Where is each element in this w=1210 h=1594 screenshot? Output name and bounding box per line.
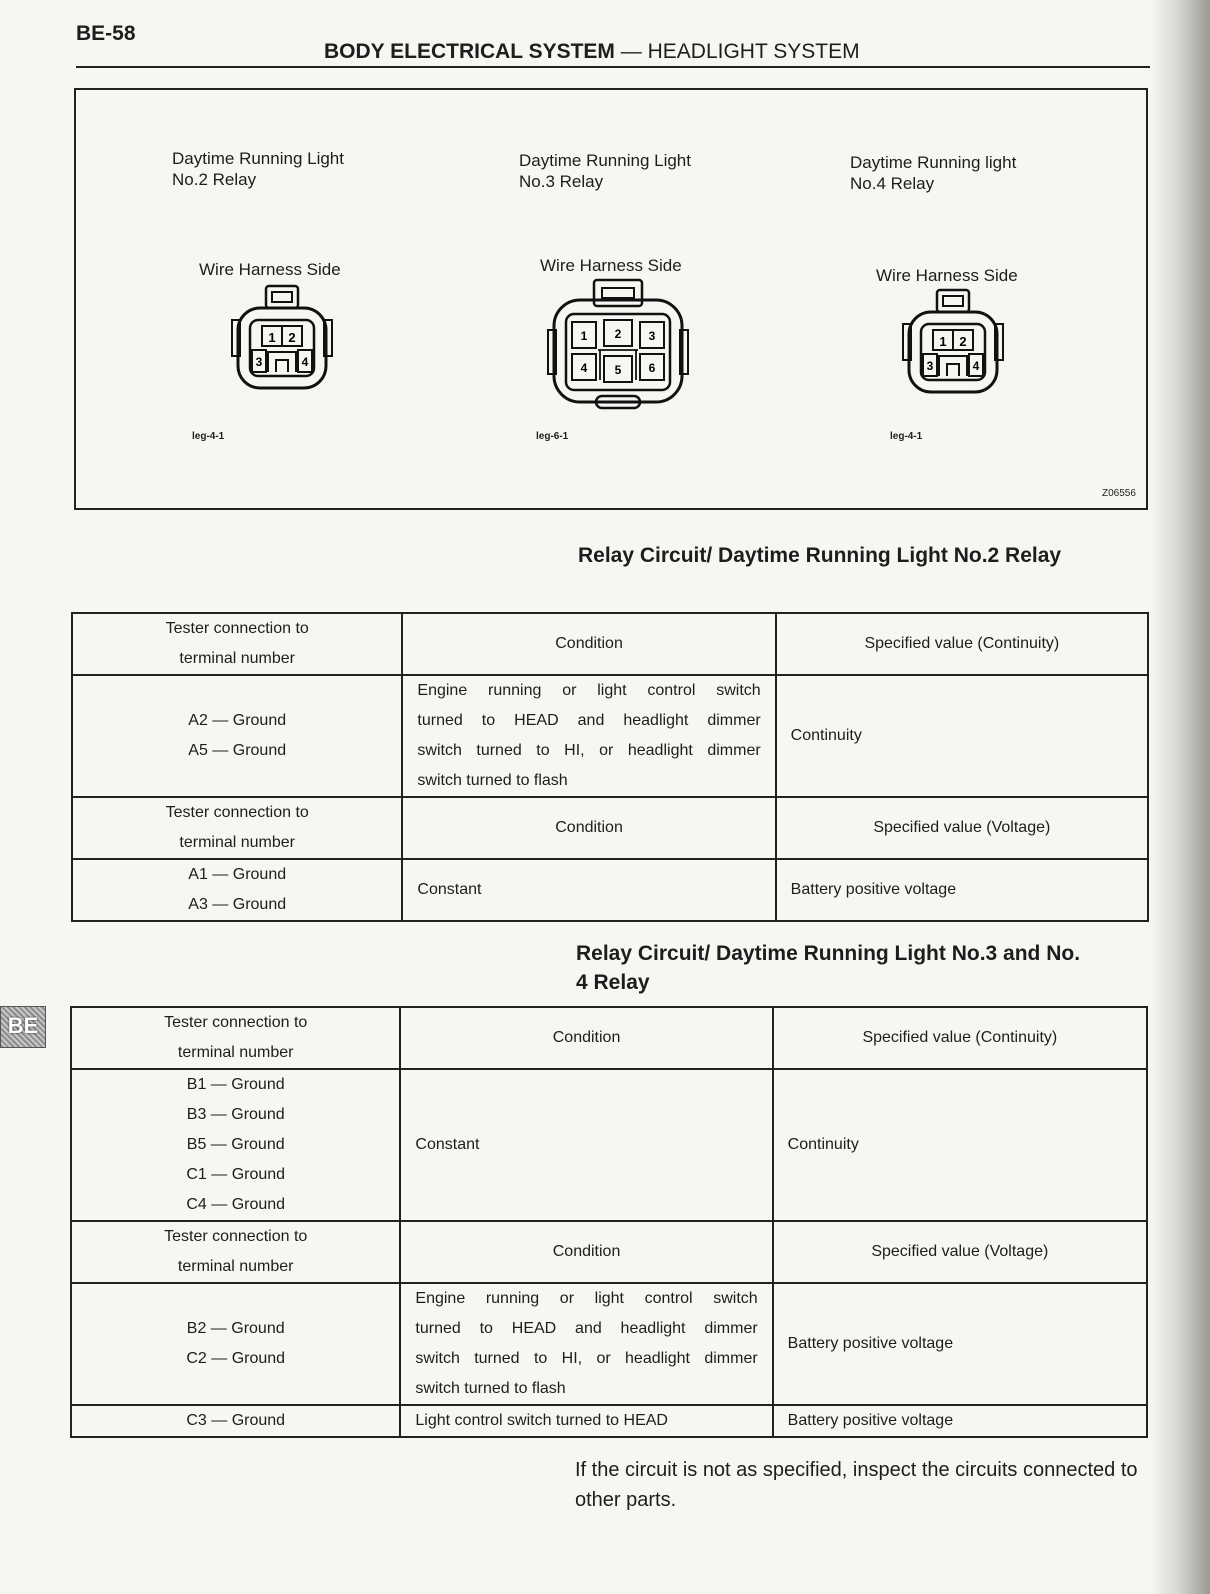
section2-title <box>576 939 1080 997</box>
terminal-cell <box>72 859 402 921</box>
terminal-pair: A1 — Ground <box>188 866 287 883</box>
terminal-pair: A5 — Ground <box>188 742 287 759</box>
section1-title: Relay Circuit/ Daytime Running Light No.2 Relay <box>578 544 1062 567</box>
page-header-title <box>324 40 860 64</box>
value-cell: Battery positive voltage <box>773 1283 1147 1405</box>
condition-line: turned to HEAD and headlight dimmer <box>415 1320 758 1337</box>
value-cell: Continuity <box>773 1069 1147 1221</box>
header-tester-connection <box>71 1221 400 1283</box>
relay-no3-pin-3: 3 <box>648 329 656 343</box>
section2-title-line: 4 Relay <box>576 971 650 994</box>
section2-title-line: Relay Circuit/ Daytime Running Light No.3 and No. <box>576 942 1081 965</box>
condition-cell <box>402 675 775 797</box>
terminal-pair: C1 — Ground <box>186 1166 286 1183</box>
condition-line: turned to HEAD and headlight dimmer <box>417 712 761 729</box>
header-label: terminal number <box>179 834 295 851</box>
relay-no3-pin-2: 2 <box>614 327 622 341</box>
terminal-cell: C3 — Ground <box>71 1405 400 1437</box>
terminal-pair: A3 — Ground <box>188 896 287 913</box>
header-condition: Condition <box>400 1007 772 1069</box>
terminal-pair: C2 — Ground <box>186 1350 286 1367</box>
header-tester-connection <box>72 797 402 859</box>
header-label: Tester connection to <box>165 620 309 637</box>
terminal-pair: B1 — Ground <box>186 1076 285 1093</box>
table-row <box>71 1069 1147 1221</box>
relay-no4-number: No.4 Relay <box>850 174 935 193</box>
relay-no2-connector-code: leg-4-1 <box>192 431 225 442</box>
subsection-name: — HEADLIGHT SYSTEM <box>614 40 860 63</box>
relay-no2-pin-3: 3 <box>255 355 263 369</box>
connector-figure <box>74 88 1148 510</box>
header-label: terminal number <box>177 1258 294 1275</box>
terminal-pair: A2 — Ground <box>188 712 287 729</box>
condition-cell <box>400 1283 772 1405</box>
condition-line: switch turned to flash <box>415 1380 566 1397</box>
terminal-cell <box>71 1069 400 1221</box>
table-row <box>71 1283 1147 1405</box>
relay-no4-title <box>850 152 1016 194</box>
header-specified-value: Specified value (Voltage) <box>776 797 1148 859</box>
footer-note: If the circuit is not as specified, inspect the circuits connected to other parts. <box>575 1459 1138 1511</box>
relay-no2-pin-1: 1 <box>268 330 276 345</box>
relay-no2-connector <box>232 286 332 396</box>
table-header-row <box>72 797 1148 859</box>
table-header-row <box>71 1221 1147 1283</box>
header-tester-connection <box>72 613 402 675</box>
relay-no2-spec-table <box>71 612 1149 922</box>
relay-no4-connector-code: leg-4-1 <box>890 431 923 442</box>
value-cell: Battery positive voltage <box>776 859 1148 921</box>
header-specified-value: Specified value (Continuity) <box>776 613 1148 675</box>
terminal-cell <box>71 1283 400 1405</box>
relay-no2-title <box>172 148 344 190</box>
relay-no3-connector <box>548 280 688 416</box>
header-label: terminal number <box>177 1044 294 1061</box>
header-label: Tester connection to <box>165 804 309 821</box>
header-condition: Condition <box>400 1221 772 1283</box>
relay-no4-pin-2: 2 <box>959 334 967 349</box>
terminal-pair: B5 — Ground <box>186 1136 285 1153</box>
table-header-row <box>71 1007 1147 1069</box>
section-name: BODY ELECTRICAL SYSTEM <box>324 40 615 63</box>
condition-line: switch turned to HI, or headlight dimmer <box>417 742 761 759</box>
terminal-cell <box>72 675 402 797</box>
section-side-tab: BE <box>0 1006 46 1048</box>
relay-no4-name: Daytime Running light <box>850 153 1017 172</box>
relay-no2-name: Daytime Running Light <box>172 149 344 168</box>
condition-cell: Light control switch turned to HEAD <box>400 1405 772 1437</box>
relay-no2-pin-2: 2 <box>288 330 296 345</box>
relay-no3-pin-4: 4 <box>580 361 588 375</box>
page-edge-shadow <box>1150 0 1210 1594</box>
relay-no3-pin-5: 5 <box>614 363 622 377</box>
relay-no2-number: No.2 Relay <box>172 170 257 189</box>
header-condition: Condition <box>402 797 775 859</box>
relay-no3-number: No.3 Relay <box>519 172 604 191</box>
condition-cell: Constant <box>402 859 775 921</box>
header-label: terminal number <box>179 650 295 667</box>
terminal-pair: B3 — Ground <box>186 1106 285 1123</box>
relay-no2-pin-4: 4 <box>301 355 309 369</box>
table-row <box>72 859 1148 921</box>
terminal-pair: B2 — Ground <box>186 1320 285 1337</box>
table-header-row <box>72 613 1148 675</box>
value-cell: Continuity <box>776 675 1148 797</box>
figure-code: Z06556 <box>1102 488 1136 499</box>
condition-line: switch turned to flash <box>417 772 568 789</box>
relay-no4-pin-3: 3 <box>926 359 934 373</box>
condition-line: Engine running or light control switch <box>415 1290 758 1307</box>
relay-no3-no4-spec-table <box>70 1006 1148 1438</box>
relay-no3-title <box>519 150 691 192</box>
value-cell: Battery positive voltage <box>773 1405 1147 1437</box>
page-number: BE-58 <box>76 22 136 45</box>
relay-no3-name: Daytime Running Light <box>519 151 691 170</box>
header-specified-value: Specified value (Continuity) <box>773 1007 1147 1069</box>
header-condition: Condition <box>402 613 775 675</box>
header-rule <box>76 66 1150 68</box>
table-row <box>71 1405 1147 1437</box>
condition-line: Engine running or light control switch <box>417 682 761 699</box>
condition-cell: Constant <box>400 1069 772 1221</box>
header-tester-connection <box>71 1007 400 1069</box>
table-row <box>72 675 1148 797</box>
relay-no3-pin-6: 6 <box>648 361 656 375</box>
relay-no4-pin-1: 1 <box>939 334 947 349</box>
relay-no2-side-label: Wire Harness Side <box>199 260 341 279</box>
relay-no3-side-label: Wire Harness Side <box>540 256 682 275</box>
relay-no3-pin-1: 1 <box>580 329 588 343</box>
relay-no4-side-label: Wire Harness Side <box>876 266 1018 285</box>
header-label: Tester connection to <box>164 1014 308 1031</box>
header-specified-value: Specified value (Voltage) <box>773 1221 1147 1283</box>
relay-no4-connector <box>903 290 1003 400</box>
relay-no4-pin-4: 4 <box>972 359 980 373</box>
relay-no3-connector-code: leg-6-1 <box>536 431 569 442</box>
condition-line: switch turned to HI, or headlight dimmer <box>415 1350 758 1367</box>
header-label: Tester connection to <box>164 1228 308 1245</box>
terminal-pair: C4 — Ground <box>186 1196 286 1213</box>
